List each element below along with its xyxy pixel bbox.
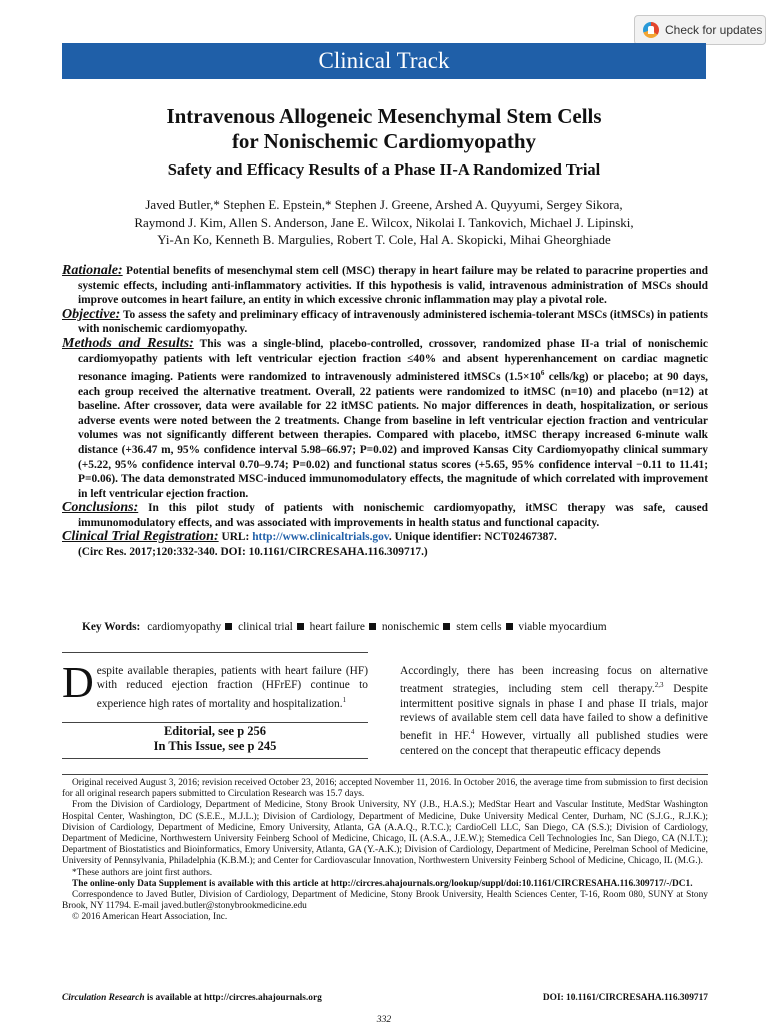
abstract <box>62 264 708 560</box>
keyword: cardiomyopathy <box>147 621 222 633</box>
trial-url-link[interactable]: http://www.clinicaltrials.gov <box>252 531 389 544</box>
body-left-text: espite available therapies, patients with heart failure (HF) with reduced ejection fraction (HFrEF) continue to experience high rates of mortality and hospitalization. <box>96 665 368 710</box>
trial-label: Clinical Trial Registration: <box>62 529 219 545</box>
bullet-square-icon <box>225 623 232 630</box>
check-for-updates-label: Check for updates <box>665 23 763 37</box>
drop-cap: D <box>62 658 94 707</box>
bullet-square-icon <box>297 623 304 630</box>
abstract-rationale <box>62 264 708 308</box>
author-line-1: Javed Butler,* Stephen E. Epstein,* Stephen J. Greene, Arshed A. Quyyumi, Sergey Sikora, <box>145 197 623 212</box>
journal-name: Circulation Research <box>62 993 145 1003</box>
crossmark-icon <box>643 22 659 38</box>
methods-label: Methods and Results: <box>62 335 194 351</box>
footnote-rule <box>62 774 708 775</box>
ref-superscript: 1 <box>342 695 347 704</box>
abstract-trial-registration <box>62 530 708 545</box>
bullet-square-icon <box>443 623 450 630</box>
abstract-conclusions <box>62 501 708 530</box>
abstract-objective <box>62 308 708 337</box>
author-line-3: Yi-An Ko, Kenneth B. Margulies, Robert T. Cole, Hal A. Skopicki, Mihai Gheorghiade <box>157 232 611 247</box>
title-line-1: Intravenous Allogeneic Mesenchymal Stem Cells <box>166 104 602 128</box>
ref-superscript: 4 <box>470 728 475 737</box>
keyword: heart failure <box>309 621 365 633</box>
journal-url: is available at http://circres.ahajournals.org <box>144 993 322 1003</box>
in-this-issue-line: In This Issue, see p 245 <box>153 739 277 753</box>
body-right-text-c: However, virtually all published studies were centered on the concept that therapeutic efficacy depends <box>400 730 708 757</box>
footnote-copyright: © 2016 American Heart Association, Inc. <box>72 912 228 923</box>
trial-identifier: . Unique identifier: NCT02467387. <box>388 531 557 544</box>
keywords-label: Key Words: <box>82 621 141 633</box>
trial-url-prefix: URL: <box>221 531 250 544</box>
author-list <box>62 196 706 249</box>
body-left-column <box>62 658 368 711</box>
footnote-joint-authors: *These authors are joint first authors. <box>72 867 213 878</box>
footnote-affiliations: From the Division of Cardiology, Department of Medicine, Stony Brook University, NY (J.B., H.A.S.); MedStar Heart and Vascular Institute, MedStar Washington Hospital Center, Washington, DC (S.E.E., M.J.L.); Division of Cardiology, Department of Medicine, Duke University Medical Center, Durham, NC (S.J.G., R.J.K.); Division of Cardiology, Department of Medicine, Emory University, Atlanta, GA (A.A.Q., R.T.C.); CardioCell LLC, San Diego, CA (S.S.); Division of Cardiology, Department of Medicine, Northwestern University Feinberg School of Medicine, Chicago, IL (A.S.A., J.E.W.); Stemedica Cell Technologies Inc, San Diego, CA (N.I.T.); Department of Biostatistics and Bioinformatics, Emory University, Atlanta, GA (Y.-A.K.); Division of Cardiology, Department of Medicine, Perelman School of Medicine, University of Pennsylvania, Philadelphia (K.B.M.); and Center for Cardiovascular Innovation, Northwestern University Feinberg School of Medicine, Chicago, IL (M.G.). <box>62 800 708 867</box>
methods-superscript: 6 <box>540 369 545 378</box>
rationale-text: Potential benefits of mesenchymal stem cell (MSC) therapy in heart failure may be related to paracrine properties and systemic effects, including anti-inflammatory activities. If this hypothesis is valid, intravenous administration of MSCs should improve outcomes in heart failure, an entity in which excessive chronic inflammation may play a pivotal role. <box>78 265 708 307</box>
rationale-label: Rationale: <box>62 263 123 278</box>
footnote-correspondence: Correspondence to Javed Butler, Division of Cardiology, Department of Medicine, Stony Brook University, Health Sciences Center, T-16, Room 080, SUNY at Stony Brook, NY 11794. E-mail javed.butler@stonybrookmedicine.edu <box>62 890 708 912</box>
section-banner <box>62 43 706 79</box>
page-footer <box>62 993 708 1003</box>
check-for-updates-badge[interactable] <box>634 15 766 45</box>
title-line-2: for Nonischemic Cardiomyopathy <box>231 129 537 153</box>
ref-superscript: 2,3 <box>654 681 664 690</box>
keyword: viable myocardium <box>518 621 607 633</box>
footer-doi: DOI: 10.1161/CIRCRESAHA.116.309717 <box>542 993 708 1003</box>
page-number: 332 <box>376 1014 392 1025</box>
footnotes <box>62 778 708 924</box>
methods-text-a: This was a single-blind, placebo-controlled, crossover, randomized phase II-a trial of nonischemic cardiomyopathy patients with left ventricular ejection fraction ≤40% and absent hyperenhancement on cardiac magnetic resonance imaging. Patients were randomized to intravenously administered itMSCs (1.5×10 <box>78 337 708 383</box>
abstract-citation: (Circ Res. 2017;120:332-340. DOI: 10.1161/CIRCRESAHA.116.309717.) <box>78 546 428 559</box>
editorial-bottom-rule <box>62 758 368 759</box>
keywords <box>82 621 722 633</box>
body-right-text-a: Accordingly, there has been increasing focus on alternative treatment strategies, including stem cell therapy. <box>400 665 708 696</box>
conclusions-label: Conclusions: <box>62 500 139 516</box>
objective-text: To assess the safety and preliminary efficacy of intravenously administered ischemia-tolerant MSCs (itMSCs) in patients with nonischemic cardiomyopathy. <box>78 308 708 336</box>
footnote-received: Original received August 3, 2016; revision received October 23, 2016; accepted November 11, 2016. In October 2016, the average time from submission to first decision for all original research papers submitted to Circulation Research was 15.7 days. <box>62 778 708 800</box>
methods-text-b: cells/kg) or placebo; at 90 days, each group received the alternative treatment. Overall, 22 patients were randomized to itMSC (n=10) and placebo (n=12) at baseline. After crossover, data were available for 22 itMSC patients. No major differences in death, hospitalization, or serious adverse events were noted between the 2 treatments. Change from baseline in left ventricular ejection fraction and ventricular volumes was not significantly different between therapies. Compared with placebo, itMSC therapy increased 6-minute walk distance (+36.47 m, 95% confidence interval 5.98–66.97; P=0.02) and improved Kansas City Cardiomyopathy clinical summary (+5.22, 95% confidence interval 0.70–9.74; P=0.02) and functional status scores (+5.65, 95% confidence interval −0.11 to 11.41; P=0.06). The data demonstrated MSC-induced immunomodulatory effects, the magnitude of which correlated with improvement in left ventricular ejection fraction. <box>78 370 708 500</box>
abstract-methods <box>62 337 708 501</box>
article-subtitle: Safety and Efficacy Results of a Phase II-A Randomized Trial <box>167 160 601 179</box>
bullet-square-icon <box>369 623 376 630</box>
section-banner-label: Clinical Track <box>318 48 450 73</box>
bullet-square-icon <box>506 623 513 630</box>
keyword: nonischemic <box>381 621 440 633</box>
author-line-2: Raymond J. Kim, Allen S. Anderson, Jane E. Wilcox, Nikolai I. Tankovich, Michael J. Lipinski, <box>134 214 634 230</box>
body-right-column <box>400 664 708 758</box>
editorial-top-rule <box>62 722 368 723</box>
objective-label: Objective: <box>62 306 121 322</box>
keyword: clinical trial <box>238 621 293 633</box>
editorial-box <box>62 724 368 754</box>
left-column-rule <box>62 652 368 653</box>
body-right-text-b: Despite intermittent positive signals in phase I and phase II trials, major reviews of available stem cell data have failed to show a definitive benefit in HF. <box>400 683 708 743</box>
conclusions-text: In this pilot study of patients with nonischemic cardiomyopathy, itMSC therapy was safe, caused immunomodulatory effects, and was associated with improvements in health status and functional capacity. <box>78 502 708 529</box>
editorial-line: Editorial, see p 256 <box>163 724 267 738</box>
journal-availability <box>62 993 322 1003</box>
footnote-supplement: The online-only Data Supplement is available with this article at http://circres.ahajournals.org/lookup/suppl/doi:10.1161/CIRCRESAHA.116.309717/-/DC1. <box>72 878 693 889</box>
keyword: stem cells <box>456 621 502 633</box>
article-title <box>62 104 706 154</box>
